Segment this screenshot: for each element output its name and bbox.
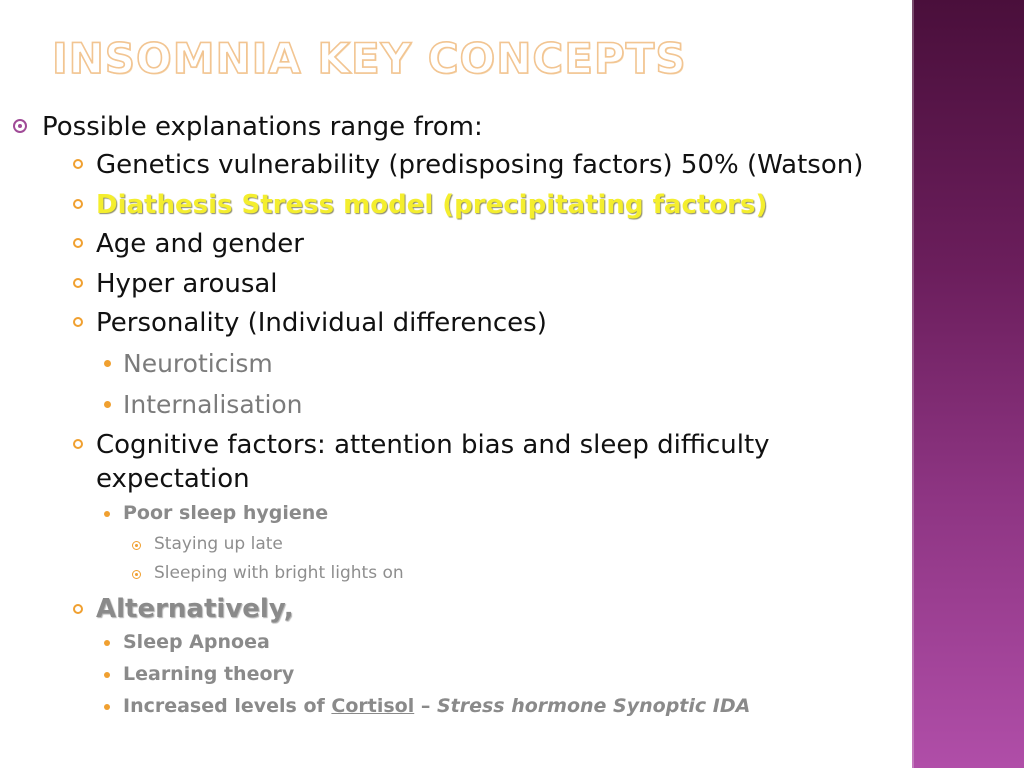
bullet-personality: Personality (Individual differences): [96, 308, 547, 338]
bullet-age-gender: Age and gender: [96, 229, 304, 259]
level2-bullet-icon: [73, 317, 83, 327]
bullet-alternatively: Alternatively,: [96, 594, 294, 624]
level3-bullet-icon: [104, 401, 111, 408]
cortisol-dash: –: [414, 695, 437, 717]
bullet-poor-sleep-hygiene: Poor sleep hygiene: [123, 502, 329, 524]
level2-bullet-icon: [73, 199, 83, 209]
level3-bullet-icon: [104, 704, 110, 710]
cortisol-link[interactable]: Cortisol: [331, 695, 415, 717]
level3-bullet-icon: [104, 511, 110, 517]
level4-bullet-icon: [132, 541, 141, 550]
level3-bullet-icon: [104, 360, 111, 367]
bullet-genetics: Genetics vulnerability (predisposing factors) 50% (Watson): [96, 150, 864, 180]
bullet-hyper-arousal: Hyper arousal: [96, 269, 278, 299]
cortisol-suffix: Stress hormone Synoptic IDA: [436, 695, 751, 717]
level3-bullet-icon: [104, 640, 110, 646]
bullet-bright-lights: Sleeping with bright lights on: [154, 563, 404, 583]
bullet-learning-theory: Learning theory: [123, 663, 295, 685]
bullet-diathesis: Diathesis Stress model (precipitating factors): [96, 190, 768, 220]
level2-bullet-icon: [73, 278, 83, 288]
level2-bullet-icon: [73, 159, 83, 169]
bullet-staying-up-late: Staying up late: [154, 534, 283, 554]
bullet-internalisation: Internalisation: [123, 390, 303, 419]
level1-bullet-icon: [13, 119, 27, 133]
level2-bullet-icon: [73, 604, 83, 614]
bullet-neuroticism: Neuroticism: [123, 349, 273, 378]
level2-bullet-icon: [73, 439, 83, 449]
slide-title: INSOMNIA KEY CONCEPTS: [52, 34, 687, 83]
level3-bullet-icon: [104, 672, 110, 678]
bullet-sleep-apnoea: Sleep Apnoea: [123, 631, 270, 653]
bullet-cortisol: [123, 697, 750, 716]
bullet-cognitive-line2: expectation: [96, 464, 250, 494]
cortisol-prefix: Increased levels of: [123, 695, 332, 717]
level4-bullet-icon: [132, 570, 141, 579]
bullet-cognitive-line1: Cognitive factors: attention bias and sleep difficulty: [96, 430, 770, 460]
bullet-intro: Possible explanations range from:: [42, 112, 483, 142]
level2-bullet-icon: [73, 238, 83, 248]
